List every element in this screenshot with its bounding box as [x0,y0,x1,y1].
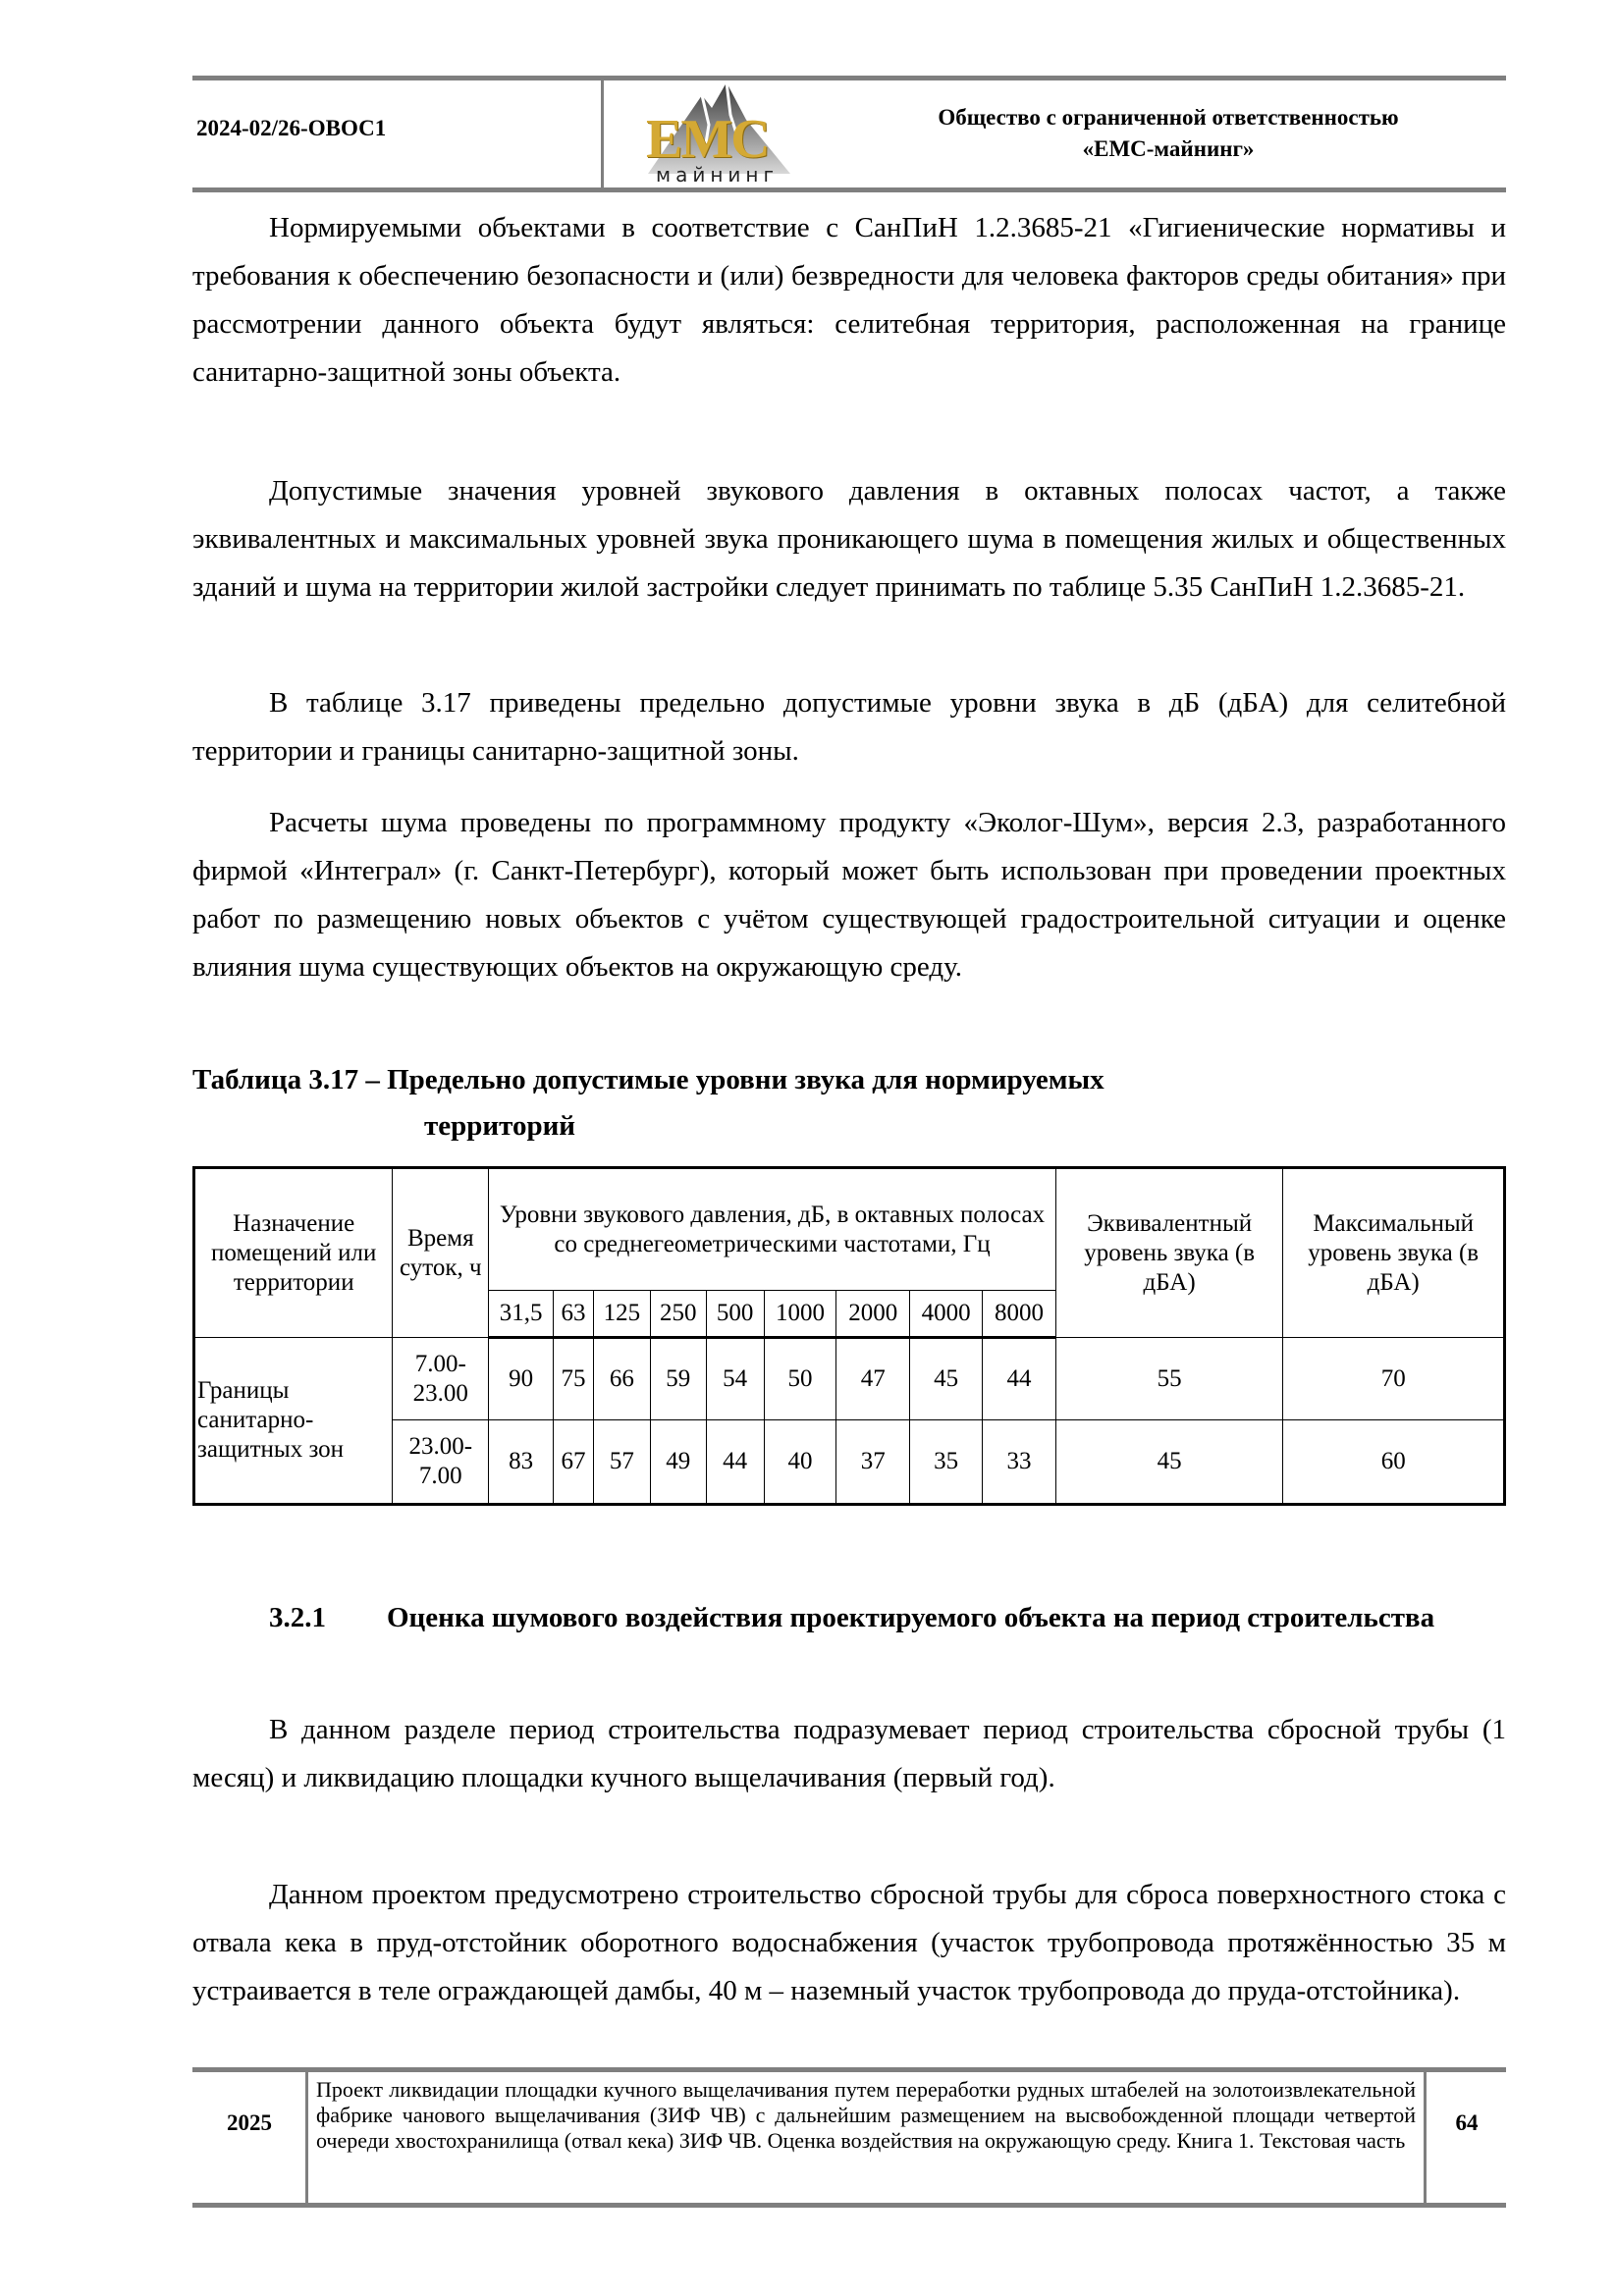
level-cell: 47 [836,1338,910,1420]
freq-8000: 8000 [983,1291,1056,1338]
level-cell: 45 [910,1338,983,1420]
freq-500: 500 [706,1291,764,1338]
company-logo [628,80,805,187]
paragraph-text: Расчеты шума проведены по программному продукту «Эколог-Шум», версия 2.3, разработанного фирмой «Интеграл» (г. Санкт-Петербург), который может быть использован при проведении проектных работ по размещению новых объектов с учётом существующей градостроительной ситуации и оценке влияния шума существующих объектов на окружающую среду. [192,807,1506,983]
level-cell: 54 [706,1338,764,1420]
level-cell: 35 [910,1420,983,1505]
level-cell: 37 [836,1420,910,1505]
company-name [844,102,1492,165]
freq-31-5: 31,5 [489,1291,554,1338]
logo-emc-text: EMC [646,109,769,170]
paragraph-text: Данном проектом предусмотрено строительство сбросной трубы для сброса поверхностного стока с отвала кека в пруд-отстойник оборотного водоснабжения (участок трубопровода протяжённостью 35 м устраивается в теле ограждающей дамбы, 40 м – наземный участок трубопровода до пруда-отстойника). [192,1879,1506,2006]
level-cell: 44 [706,1420,764,1505]
paragraph-text: В таблице 3.17 приведены предельно допустимые уровни звука в дБ (дБА) для селитебной территории и границы санитарно-защитной зоны. [192,687,1506,767]
footer-project-title: Проект ликвидации площадки кучного выщелачивания путем переработки рудных штабелей на золотоизвлекательной фабрике чанового выщелачивания (ЗИФ ЧВ) с дальнейшим размещением на высвобожденной площади четвертой очереди хвостохранилища (отвал кека) ЗИФ ЧВ. Оценка воздействия на окружающую среду. Книга 1. Текстовая часть [316,2077,1416,2153]
table-caption [192,1057,1371,1149]
level-cell: 66 [593,1338,650,1420]
equivalent-cell: 55 [1055,1338,1283,1420]
header-purpose: Назначение помещений или территории [194,1168,393,1338]
header-bottom-rule [192,187,1506,192]
footer-divider-right [1424,2070,1427,2204]
time-cell: 7.00-23.00 [393,1338,489,1420]
page-number: 64 [1455,2110,1479,2135]
level-cell: 49 [650,1420,706,1505]
paragraph-normed-objects [192,204,1506,397]
table-caption-line-1: Таблица 3.17 – Предельно допустимые уровни звука для нормируемых [192,1064,1104,1095]
paragraph-discharge-pipe [192,1871,1506,2015]
company-line-1: Общество с ограниченной ответственностью [938,105,1399,130]
level-cell: 44 [983,1338,1056,1420]
level-cell: 40 [764,1420,836,1505]
header-levels: Уровни звукового давления, дБ, в октавных полосах со среднегеометрическими частотами, Гц [489,1168,1056,1291]
level-cell: 59 [650,1338,706,1420]
header-maximum: Максимальный уровень звука (в дБА) [1283,1168,1505,1338]
header-time: Время суток, ч [393,1168,489,1338]
section-title: Оценка шумового воздействия проектируемого объекта на период строительства [387,1602,1435,1633]
level-cell: 57 [593,1420,650,1505]
company-line-2: «ЕМС-майнинг» [1082,136,1255,161]
freq-1000: 1000 [764,1291,836,1338]
level-cell: 67 [554,1420,594,1505]
paragraph-table-reference [192,679,1506,775]
paragraph-text: Нормируемыми объектами в соответствие с СанПиН 1.2.3685-21 «Гигиенические нормативы и требования к обеспечению безопасности и (или) безвредности для человека факторов среды обитания» при рассмотрении данного объекта будут являться: селитебная территория, расположенная на границе санитарно-защитной зоны объекта. [192,212,1506,388]
paragraph-text: В данном разделе период строительства подразумевает период строительства сбросной трубы (1 месяц) и ликвидацию площадки кучного выщелачивания (первый год). [192,1714,1506,1793]
paragraph-construction-period [192,1706,1506,1802]
footer-top-rule [192,2067,1506,2072]
level-cell: 90 [489,1338,554,1420]
document-code: 2024-02/26-ОВОС1 [196,116,387,140]
paragraph-text: Допустимые значения уровней звукового давления в октавных полосах частот, а также эквивалентных и максимальных уровней звука проникающего шума в помещения жилых и общественных зданий и шума на территории жилой застройки следует принимать по таблице 5.35 СанПиН 1.2.3685-21. [192,475,1506,603]
level-cell: 75 [554,1338,594,1420]
section-heading [269,1596,1506,1640]
territory-cell: Границы санитарно-защитных зон [194,1338,393,1505]
header-divider [601,79,604,188]
footer-year: 2025 [227,2110,272,2135]
freq-4000: 4000 [910,1291,983,1338]
level-cell: 83 [489,1420,554,1505]
maximum-cell: 70 [1283,1338,1505,1420]
section-number: 3.2.1 [269,1602,326,1633]
paragraph-allowable-values [192,467,1506,612]
header-equivalent: Эквивалентный уровень звука (в дБА) [1055,1168,1283,1338]
freq-250: 250 [650,1291,706,1338]
table-caption-line-2: территорий [424,1110,575,1142]
table-row-day [194,1338,1505,1420]
freq-2000: 2000 [836,1291,910,1338]
freq-63: 63 [554,1291,594,1338]
noise-limits-table [192,1166,1506,1506]
footer-divider-left [305,2070,308,2204]
level-cell: 33 [983,1420,1056,1505]
equivalent-cell: 45 [1055,1420,1283,1505]
paragraph-noise-calculation [192,799,1506,991]
level-cell: 50 [764,1338,836,1420]
maximum-cell: 60 [1283,1420,1505,1505]
header-top-rule [192,76,1506,80]
time-cell: 23.00-7.00 [393,1420,489,1505]
footer-bottom-rule [192,2203,1506,2208]
freq-125: 125 [593,1291,650,1338]
logo-mining-text: майнинг [656,163,779,187]
